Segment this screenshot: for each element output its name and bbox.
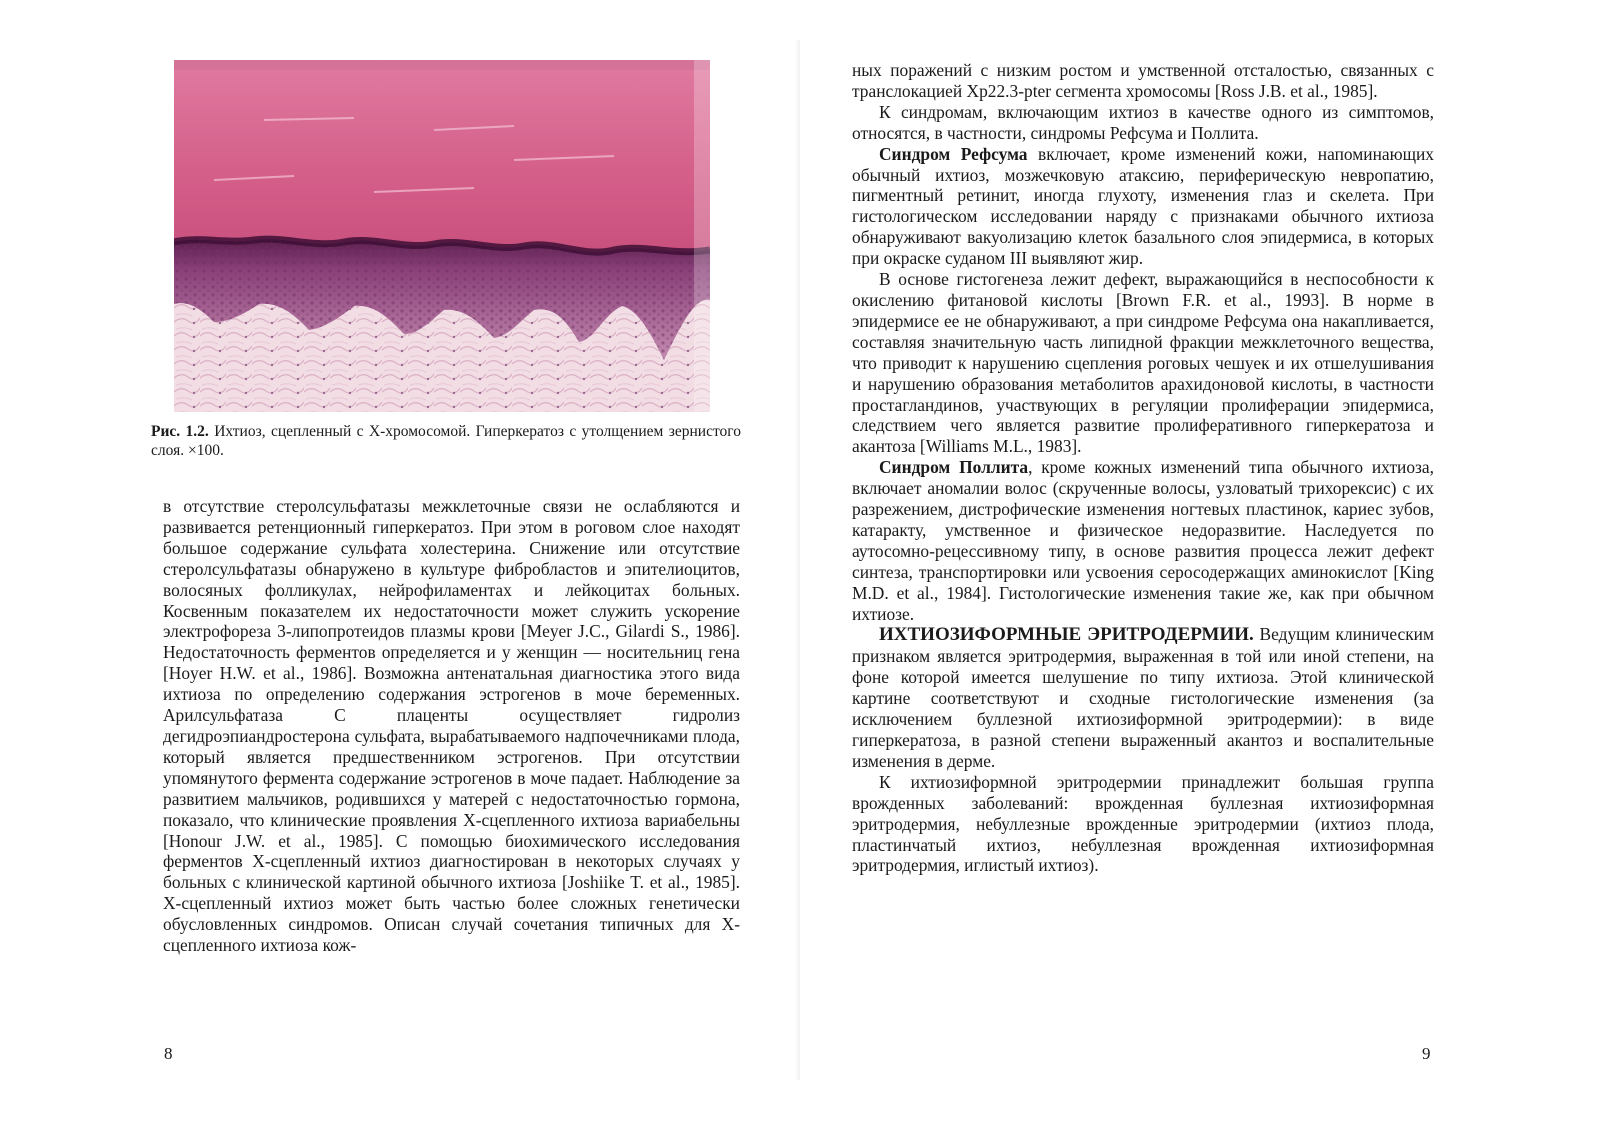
right-paragraph-7: К ихтиозиформной эритродермии принадлежит большая группа врожденных заболеваний: врожденная буллезная ихтиозиформная эритродермия, небуллезные врожденные эритродермии (ихтиоз плода, пластинчатый ихтиоз, небуллезная врожденная ихтиозиформная эритродермия, иглистый ихтиоз). — [852, 771, 1434, 876]
caption-label: Рис. 1.2. — [151, 423, 209, 440]
refsum-text: включает, кроме изменений кожи, напоминающих обычный ихтиоз, мозжечковую атаксию, периферическую невропатию, пигментный ретинит, иногда глухоту, изменения глаз и скелета. При гистологическом исследовании наряду с признаками обычного ихтиоза обнаруживают вакуолизацию клеток базального слоя эпидермиса, в которых при окраске суданом III выявляют жир. — [852, 143, 1434, 269]
left-paragraph: в отсутствие стеролсульфатазы межклеточные связи не ослабляются и развивается ретенционный гиперкератоз. При этом в роговом слое находят большое содержание сульфата холестерина. Снижение или отсутствие стеролсульфатазы обнаружено в культуре фибробластов и эпителиоцитов, волосяных фолликулах, нейрофиламентах и лейкоцитах больных. Косвенным показателем их недостаточности может служить ускорение электрофореза 3-липопротеидов плазмы крови [Meyer J.C., Gilardi S., 1986]. Недостаточность ферментов определяется и у женщин — носительниц гена [Hoyer H.W. et al., 1986]. Возможна антенатальная диагностика этого вида ихтиоза по определению содержания эстрогенов в моче беременных. Арилсульфатаза С плаценты осуществляет гидролиз дегидроэпиандростерона сульфата, вырабатываемого надпочечниками плода, который является предшественником эстрогенов. При отсутствии упомянутого фермента содержание эстрогенов в моче падает. Наблюдение за развитием мальчиков, родившихся у матерей с недостаточностью гормона, показало, что клинические проявления Х-сцепленного ихтиоза вариабельны [Honour J.W. et al., 1985]. С помощью биохимического исследования ферментов Х-сцепленный ихтиоз диагностирован в некоторых случаях у больных с клинической картиной обычного ихтиоза [Joshiike T. et al., 1985]. Х-сцепленный ихтиоз может быть частью более сложных генетически обусловленных синдромов. Описан случай сочетания типичных для Х-сцепленного ихтиоза кож- — [163, 496, 740, 956]
page-number-right: 9 — [1422, 1044, 1431, 1063]
right-page — [800, 0, 1600, 1137]
pollit-term: Синдром Поллита — [879, 457, 1029, 478]
keratin-layer — [174, 60, 710, 252]
right-paragraph-4: В основе гистогенеза лежит дефект, выражающийся в неспособности к окислению фитановой кислоты [Brown F.R. et al., 1993]. В норме в эпидермисе ее не обнаруживают, а при синдроме Рефсума она накапливается, составляя значительную часть липидной фракции межклеточного вещества, что приводит к нарушению сцепления роговых чешуек и их отшелушивания и нарушению образования метаболитов арахидоновой кислоты, в частности простагландинов, участвующих в регуляции пролиферации эпидермиса, следствием чего является развитие пролиферативного гиперкератоза и акантоза [Williams M.L., 1983]. — [852, 269, 1434, 457]
page-number-left: 8 — [164, 1044, 173, 1063]
histology-micrograph-image — [174, 60, 710, 412]
section-heading: ИХТИОЗИФОРМНЫЕ ЭРИТРОДЕРМИИ. — [879, 624, 1254, 646]
refsum-term: Синдром Рефсума — [879, 143, 1028, 164]
figure-edge — [694, 60, 710, 412]
erythroderma-text: Ведущим клиническим признаком является эритродермия, выраженная в той или иной степени, на фоне которой имеется шелушение по типу ихтиоза. Этой клинической картине соответствуют и сходные гистологические изменения (за исключением буллезной ихтиозиформной эритродермии): в виде гиперкератоза, в разной степени выраженный акантоз и воспалительные изменения в дерме. — [852, 624, 1434, 771]
right-paragraph-1: ных поражений с низким ростом и умственной отсталостью, связанных с транслокацией Xp22.3-pter сегмента хромосомы [Ross J.B. et al., 1985]. — [852, 60, 1434, 101]
figure-caption — [151, 422, 741, 460]
pollit-text: , кроме кожных изменений типа обычного ихтиоза, включает аномалии волос (скрученные волосы, узловатый трихорексис) с их разрежением, дистрофические изменения ногтевых пластинок, кариес зубов, катаракту, умственное и физическое недоразвитие. Наследуется по аутосомно-рецессивному типу, в основе развития процесса лежит дефект синтеза, транспортировки или усвоения серосодержащих аминокислот [King M.D. et al., 1984]. Гистологические изменения такие же, как при обычном ихтиозе. — [852, 457, 1434, 624]
right-paragraph-pollit — [852, 457, 1434, 624]
right-paragraph-2: К синдромам, включающим ихтиоз в качестве одного из симптомов, относятся, в частности, синдромы Рефсума и Поллита. — [852, 101, 1434, 143]
left-body-text — [163, 496, 740, 956]
right-paragraph-refsum — [852, 144, 1434, 269]
right-body-text — [852, 60, 1434, 876]
right-paragraph-erythroderma — [852, 624, 1434, 771]
keratin-top-edge — [174, 60, 710, 70]
caption-text: Ихтиоз, сцепленный с Х-хромосомой. Гиперкератоз с утолщением зернистого слоя. ×100. — [151, 423, 741, 459]
micrograph-svg — [174, 60, 710, 412]
